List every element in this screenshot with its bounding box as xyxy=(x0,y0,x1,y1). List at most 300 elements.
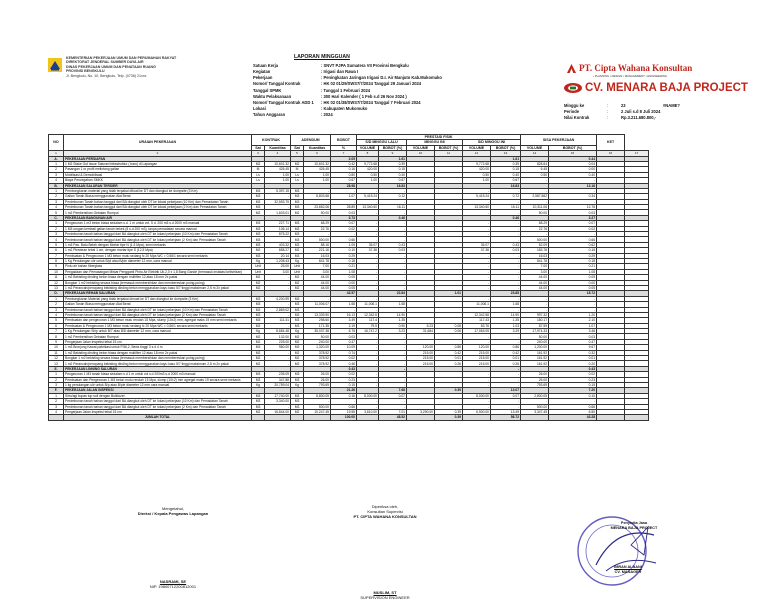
row-sat: M3 xyxy=(252,307,265,312)
row-vol-sisa: - xyxy=(521,296,549,301)
week-v: Rp.3.211.680.800,- xyxy=(621,115,657,121)
org-line: DINAS PEKERJAAN UMUM DAN PENATAAN RUANG xyxy=(66,64,156,69)
row-no: 3 xyxy=(49,382,64,387)
row-sat: Ls xyxy=(252,172,265,177)
row-vol-sisa: 87.59 xyxy=(521,323,549,328)
col-bobot-lalu: BOBOT (%) xyxy=(379,145,407,150)
row-kuantitas: 16,844.00 xyxy=(265,409,291,414)
column-number: 8 xyxy=(357,151,379,156)
row-kuantitas: 111.41 xyxy=(265,318,291,323)
row-bobot: 0.29 xyxy=(331,253,357,258)
row-uraian: 1 Kg Penulangan ulir untuk B/pl atau B/ple diameter 12 mm, cara manual xyxy=(64,258,252,263)
row-kuantitas: 5,397.15 xyxy=(265,188,291,193)
row-uraian: Pembongkaran material yang tidak terpakai dibuat ke DT dan diangkut ke dumpsite (3 Km) xyxy=(64,188,252,193)
row-sat-add: M3 xyxy=(291,226,304,231)
signature-right-line-2: MENARA BAJA PROJECT xyxy=(610,525,658,530)
row-no: 8 xyxy=(49,258,64,263)
row-vol-sisa: 180.17 xyxy=(521,318,549,323)
row-bobot-sisa: 0.29 xyxy=(549,253,597,258)
row-vol-lalu: - xyxy=(357,237,379,242)
row-uraian: PEKERJAAN REHAB SALURAN xyxy=(64,291,252,296)
contractor-logo-icon xyxy=(564,83,582,93)
row-vol-sisa: 6.45 xyxy=(521,167,549,172)
company-stamp-icon xyxy=(576,505,666,593)
row-bobot: 0.23 xyxy=(331,377,357,382)
row-sat-add: M3 xyxy=(291,237,304,242)
column-number: 12 xyxy=(463,151,491,156)
row-uraian: Galian Tanah Biasa menggunakan Alat Berat xyxy=(64,194,252,199)
row-kuantitas-add: - xyxy=(304,232,331,237)
row-kuantitas: 20,759.04 xyxy=(265,382,291,387)
row-vol-lalu: - xyxy=(357,226,379,231)
row-bobot-sisa: 0.02 xyxy=(549,372,597,377)
row-no: 6 xyxy=(49,248,64,253)
row-sat: Kg xyxy=(252,258,265,263)
row-vol-sisa: 16.03 xyxy=(521,253,549,258)
row-vol-ini: 120.00 xyxy=(407,345,435,350)
row-bobot: 10.09 xyxy=(331,345,357,350)
row-no: 9 xyxy=(49,339,64,344)
row-bobot-sd-ini: - xyxy=(491,280,521,285)
signature-right xyxy=(598,565,658,574)
total-bobot-sisa: 43.28 xyxy=(549,415,597,420)
row-bobot: - xyxy=(331,296,357,301)
row-bobot-lalu: 14.90 xyxy=(379,312,407,317)
row-vol-sd-ini: - xyxy=(463,334,491,339)
row-kuantitas: 1.00 xyxy=(265,172,291,177)
row-bobot-sd-ini: 0.86 xyxy=(491,345,521,350)
row-no: 2 xyxy=(49,377,64,382)
row-uraian: Mobilisasi & Demobilisasi xyxy=(64,172,252,177)
row-uraian: Pembuatan dan pengecoran 1 M3 beton mutu rendah 15 Mpa, slump (10±2) mm, agregat maks 19 mm semi mekanis xyxy=(64,318,252,323)
row-bobot-sisa: 0.00 xyxy=(549,280,597,285)
row-bobot-lalu: - xyxy=(379,356,407,361)
row-vol-ini: 31,684 xyxy=(407,329,435,334)
row-bobot-ini: 0.39 xyxy=(435,409,463,414)
row-uraian: 1 m2 Pembersihan Gebalan Rumput xyxy=(64,334,252,339)
row-bobot-sd-ini: 0.15 xyxy=(491,167,521,172)
row-sat-add: Unit xyxy=(291,269,304,274)
total-ket xyxy=(597,415,625,420)
row-bobot-sisa: 0.21 xyxy=(549,264,597,269)
row-kuantitas: - xyxy=(265,323,291,328)
report-header xyxy=(48,54,748,134)
row-uraian: Bongkar 1 m2 bekisting secara biasa (termasuk membersihkan dan membereskan puing-puing) xyxy=(64,280,252,285)
row-vol-sisa: 500.00 xyxy=(521,404,549,409)
row-bobot-lalu: - xyxy=(379,399,407,404)
column-number: 16 xyxy=(597,151,625,156)
row-sat: M3 xyxy=(252,199,265,204)
row-vol-sisa: 2,587,562 xyxy=(521,194,549,199)
row-uraian: Penimbunan tanah bahan tanggul dari BA diangkut oleh DT ke lokasi pekerjaan (2 Km) dan Pemadatan Tanah xyxy=(64,312,252,317)
row-sat-add: M3 xyxy=(291,205,304,210)
row-vol-ini: 215.00 xyxy=(407,361,435,366)
row-bobot-sisa: 0.05 xyxy=(549,285,597,290)
row-bobot-sisa: 0.03 xyxy=(549,334,597,339)
signature-left-title-2: Direksi / Kepala Pengawas Lapangan xyxy=(137,511,209,516)
row-sat-add: M xyxy=(291,167,304,172)
row-vol-sd-ini: 9,772.68 xyxy=(463,161,491,166)
week-label: Nilai Kontrak xyxy=(564,115,590,121)
row-vol-ini: 3,290.00 xyxy=(407,409,435,414)
row-vol-sd-ini: 8,000.00 xyxy=(463,393,491,398)
row-kuantitas: - xyxy=(265,312,291,317)
row-bobot-sd-ini: - xyxy=(491,188,521,193)
row-vol-sisa: 841.78 xyxy=(521,258,549,263)
row-kuantitas: - xyxy=(265,356,291,361)
row-bobot: 0.42 xyxy=(331,161,357,166)
row-sat-add: M2 xyxy=(291,339,304,344)
row-uraian: Bongkar 1 m2 bekisting secara biasa (termasuk membersihkan dan membereskan puing-puing) xyxy=(64,356,252,361)
row-vol-lalu: - xyxy=(357,361,379,366)
row-sat-add: M3 xyxy=(291,323,304,328)
row-uraian: 1 m2 Plesteran tebal 1 cm, dengan mortar tipe S (12,5 Mpa) xyxy=(64,248,252,253)
row-no: 3 xyxy=(49,172,64,177)
row-uraian: Penimbunan Tanah bahan tanggul dari BA diangkut oleh DT ke lokasi pekerjaan (10 Km) dan Pemadatan Tanah xyxy=(64,199,252,204)
row-no: 5 xyxy=(49,242,64,247)
row-vol-sisa: 52.09 xyxy=(521,242,549,247)
row-no: 10 xyxy=(49,345,64,350)
row-sat: M3 xyxy=(252,205,265,210)
row-sat-add: M3 xyxy=(291,404,304,409)
row-vol-sisa: 44.00 xyxy=(521,280,549,285)
row-uraian: PEKERJAAN BANGUNAN AIR xyxy=(64,215,252,220)
signature-right-title xyxy=(598,521,670,530)
row-bobot: 0.03 xyxy=(331,210,357,215)
row-bobot-lalu: 1.68 xyxy=(379,302,407,307)
row-vol-sd-ini: 12,342.58 xyxy=(463,312,491,317)
row-no: 3 xyxy=(49,199,64,204)
week-v: 23 xyxy=(621,103,626,108)
row-kuantitas-add: 88.16 xyxy=(304,242,331,247)
row-kuantitas-add: - xyxy=(304,307,331,312)
signature-right-name: IMRAN ALBANI xyxy=(614,565,642,569)
row-vol-sd-ini: - xyxy=(463,275,491,280)
row-vol-sd-ini: - xyxy=(463,280,491,285)
row-bobot-sisa: 0.23 xyxy=(549,377,597,382)
row-sat: M3 xyxy=(252,242,265,247)
row-sat: M3 xyxy=(252,404,265,409)
row-sat-add: M3 xyxy=(291,345,304,350)
row-vol-lalu: - xyxy=(357,404,379,409)
row-bobot-sd-ini: 0.42 xyxy=(491,350,521,355)
row-sat: M3 xyxy=(252,194,265,199)
row-sat-add: M3 xyxy=(291,372,304,377)
row-bobot: 0.07 xyxy=(331,221,357,226)
row-bobot-sisa: - xyxy=(549,399,597,404)
row-bobot-sisa: - xyxy=(549,199,597,204)
row-uraian: Pintu air bahan fiberglass xyxy=(64,264,252,269)
row-vol-sisa: 161.92 xyxy=(521,350,549,355)
row-bobot-sisa: 0.32 xyxy=(549,350,597,355)
row-bobot: 0.21 xyxy=(331,264,357,269)
row-bobot: 1.08 xyxy=(331,269,357,274)
col-prestasi-header: PRESTASI FISIK xyxy=(357,135,521,140)
week-sep: : xyxy=(607,103,609,108)
row-bobot-sd-ini: - xyxy=(491,221,521,226)
row-bobot-sd-ini: 0.01 xyxy=(491,356,521,361)
row-sat: M2 xyxy=(252,350,265,355)
info-value: : Irigasi dan Rawa I xyxy=(321,69,359,75)
row-vol-sisa: 240.00 xyxy=(521,339,549,344)
row-vol-sisa: 500.00 xyxy=(521,237,549,242)
column-number: 4 xyxy=(265,151,291,156)
row-bobot-sd-ini: - xyxy=(491,366,521,371)
row-no: D. xyxy=(49,291,64,296)
row-vol-sisa: 3.00 xyxy=(521,269,549,274)
row-vol-sisa: 22.76 xyxy=(521,226,549,231)
row-sat: M xyxy=(252,167,265,172)
row-sat-add: M3 xyxy=(291,194,304,199)
row-vol-lalu: 3,610.00 xyxy=(357,409,379,414)
row-uraian: Penimbunan tanah bahan tanggul dari BA diangkut oleh DT ke lokasi pekerjaan (2 Km) dan Pemadatan Tanah xyxy=(64,237,252,242)
consultant-logo-icon xyxy=(567,64,576,73)
row-vol-lalu: 420.00 xyxy=(357,167,379,172)
org-line: DIREKTORAT JENDERAL SUMBER DAYA AIR xyxy=(66,60,144,65)
row-sat-add: M2 xyxy=(291,361,304,366)
row-bobot: 0.18 xyxy=(331,258,357,263)
row-vol-sisa: 997.32 xyxy=(521,312,549,317)
row-kuantitas: 875.22 xyxy=(265,232,291,237)
row-kuantitas-add: 1.00 xyxy=(304,178,331,183)
row-bobot-lalu: 7.01 xyxy=(379,409,407,414)
row-kuantitas-add: - xyxy=(304,399,331,404)
org-line: Jl. Bengkulu, No. 10, Bengkulu, Telp. (0736) 21xxx xyxy=(66,73,147,78)
row-bobot-lalu: 0.40 xyxy=(379,172,407,177)
row-kuantitas-add: - xyxy=(304,199,331,204)
row-no: 3 xyxy=(49,232,64,237)
row-bobot-sisa: 0.10 xyxy=(549,393,597,398)
row-vol-sisa: 183.78 xyxy=(521,248,549,253)
row-no: 3 xyxy=(49,404,64,409)
row-bobot-sd-ini: - xyxy=(491,307,521,312)
total-label: JUMLAH TOTAL xyxy=(64,415,252,420)
row-kuantitas: - xyxy=(265,404,291,409)
row-bobot-sisa: 3.27 xyxy=(549,215,597,220)
row-sat-add: M3 xyxy=(291,253,304,258)
total-bobot-ini: 0.39 xyxy=(435,415,463,420)
col-kuantitas: Kuantitas xyxy=(265,145,291,150)
total-v11 xyxy=(407,415,435,420)
col-bobot-ini: BOBOT (%) xyxy=(435,145,463,150)
row-bobot-lalu: 0.67 xyxy=(379,178,407,183)
signature-right-line-1: Penyedia Jasa xyxy=(620,521,648,525)
row-bobot: 0.66 xyxy=(331,404,357,409)
row-bobot-sisa: 0.04 xyxy=(549,161,597,166)
row-bobot: 0.10 xyxy=(331,248,357,253)
row-bobot-sd-ini: - xyxy=(491,258,521,263)
row-kuantitas: 10,601.32 xyxy=(265,161,291,166)
row-vol-sisa: 793.69 xyxy=(521,382,549,387)
row-bobot-sisa: 0.16 xyxy=(549,248,597,253)
row-bobot: - xyxy=(331,307,357,312)
signature-left-title-1: Mengetahui, xyxy=(161,506,184,511)
row-vol-sd-ini: 13,340.60 xyxy=(463,205,491,210)
row-bobot-ini: 0.08 xyxy=(435,323,463,328)
row-vol-sisa: - xyxy=(521,178,549,183)
row-kuantitas: 426.45 xyxy=(265,167,291,172)
ministry-logo-icon xyxy=(48,58,62,72)
row-bobot: 19.55 xyxy=(331,409,357,414)
row-uraian: Pengecoran 1 m3 beton biasa sedalam s.d. 1 m untuk vol. 5 d. 200 m3 s.d 2000 m3 manual xyxy=(64,221,252,226)
row-uraian: Pengerjaan Jalan Inspeksi tebal 15 cm xyxy=(64,339,252,344)
info-label: Satuan Kerja xyxy=(253,63,279,68)
row-sat: M3 xyxy=(252,377,265,382)
total-k2 xyxy=(304,415,331,420)
total-k xyxy=(265,415,291,420)
info-label: Tanggal SPMK xyxy=(253,87,282,93)
row-bobot-lalu: - xyxy=(379,339,407,344)
column-number: 17 xyxy=(625,151,649,156)
row-vol-sisa: 26.00 xyxy=(521,372,549,377)
row-vol-sisa: 50.00 xyxy=(521,210,549,215)
row-bobot-ini: 0.26 xyxy=(435,361,463,366)
total-blank xyxy=(625,415,649,420)
row-no: 8 xyxy=(49,334,64,339)
row-bobot-sd-ini: - xyxy=(491,232,521,237)
row-uraian: PEKERJAAN JALAN INSPEKSI xyxy=(64,388,252,393)
row-sat: M2 xyxy=(252,339,265,344)
row-bobot-lalu: 0.15 xyxy=(379,167,407,172)
row-no: 11 xyxy=(49,275,64,280)
info-value: : SNVT PJPA Sumatera VII Provinsi Bengkulu xyxy=(321,63,409,68)
signature-middle xyxy=(330,504,440,600)
row-kuantitas: - xyxy=(265,205,291,210)
info-value: : HK 02 01/38/SWS7/7/2024 Tanggal 7 Februari 2024 xyxy=(321,99,421,105)
row-sat-add: M3 xyxy=(291,199,304,204)
row-sat-add: M2 xyxy=(291,161,304,166)
col-sisa-header: SISA PEKERJAAN xyxy=(521,135,597,146)
row-kuantitas-add: 1,320.00 xyxy=(304,345,331,350)
row-no: 1 xyxy=(49,296,64,301)
row-kuantitas-add: 378.92 xyxy=(304,350,331,355)
row-sat: M3 xyxy=(252,188,265,193)
row-vol-sd-ini: - xyxy=(463,285,491,290)
row-vol-lalu: - xyxy=(357,399,379,404)
row-vol-lalu: - xyxy=(357,232,379,237)
row-bobot: - xyxy=(331,399,357,404)
col-no-header: NO xyxy=(49,135,64,151)
row-kuantitas: 32,553.79 xyxy=(265,199,291,204)
col-vol-sisa: VOLUME xyxy=(521,145,549,150)
row-uraian: Pembuatan & Pengecoran 1 M3 beton mutu sedang fc 20 Mpa WC = 0,56/1 secara semi mekanis xyxy=(64,323,252,328)
row-bobot: - xyxy=(331,188,357,193)
row-bobot: 21.26 xyxy=(331,388,357,393)
week-label: Minggu ke xyxy=(564,103,585,108)
row-vol-sd-ini: - xyxy=(463,372,491,377)
row-vol-sd-ini: - xyxy=(463,226,491,231)
row-bobot-sd-ini: 14.90 xyxy=(491,312,521,317)
row-kuantitas: 25.00 xyxy=(265,264,291,269)
signature-mid-title-3: PT. CIPTA WAHANA KONSULTAN xyxy=(353,514,417,519)
row-vol-lalu: 5,415.24 xyxy=(357,194,379,199)
row-no: 9 xyxy=(49,264,64,269)
row-sat: M3 xyxy=(252,393,265,398)
row-bobot-sisa: 12.76 xyxy=(549,205,597,210)
row-kuantitas-add: 500.00 xyxy=(304,237,331,242)
total-no xyxy=(49,415,64,420)
col-pct: % xyxy=(331,145,357,150)
col-kontrak-header: KONTRAK xyxy=(252,135,291,146)
row-kuantitas: 227.71 xyxy=(265,221,291,226)
row-vol-sisa: 3,347.45 xyxy=(521,409,549,414)
row-sat: M2 xyxy=(252,361,265,366)
row-uraian: 1 m2 Perancah/penopang bekisting dinding beton menggunakan kayu kaso 5/7 tinggi maksimum 2,5 m 2x pakai xyxy=(64,285,252,290)
row-uraian: 1 M2 Stake Out Issue Saluran/Infrastruktur ( baru) di Lapangan xyxy=(64,161,252,166)
row-bobot-sisa: 0.40 xyxy=(549,172,597,177)
row-bobot-sd-ini: - xyxy=(491,269,521,274)
row-bobot-sd-ini: 13.49 xyxy=(491,409,521,414)
total-row xyxy=(49,415,721,420)
row-bobot-sd-ini: 16.11 xyxy=(491,205,521,210)
row-bobot-sisa: 3.46 xyxy=(549,329,597,334)
row-no: 5 xyxy=(49,318,64,323)
row-uraian: 1 m2 Bekisting dinding beton biasa dengan multiflex 12 atau 18 mm 2x pakai xyxy=(64,275,252,280)
row-vol-lalu: 12,342.6 xyxy=(357,312,379,317)
row-no: 13 xyxy=(49,361,64,366)
row-sat-add: M2 xyxy=(291,350,304,355)
row-bobot-lalu: 0.43 xyxy=(379,242,407,247)
row-uraian: 1 m3 Bronjong Kawat pabrikasi untuk P.56,2, Beda tinggi 3 s.d 4 m xyxy=(64,345,252,350)
row-sat: M3 xyxy=(252,345,265,350)
row-bobot-lalu: 0.39 xyxy=(379,161,407,166)
row-vol-sisa: 161.92 xyxy=(521,361,549,366)
row-vol-lalu: - xyxy=(357,275,379,280)
row-bobot-sisa: 0.18 xyxy=(549,258,597,263)
row-kuantitas: 4,200.99 xyxy=(265,296,291,301)
row-kuantitas-add: 26.00 xyxy=(304,377,331,382)
row-vol-sd-ini: 215.00 xyxy=(463,356,491,361)
row-sat-add: M3 xyxy=(291,221,304,226)
row-bobot: 0.16 xyxy=(331,167,357,172)
row-kuantitas: 1,208.43 xyxy=(265,258,291,263)
row-no: 11 xyxy=(49,350,64,355)
col-vol-sd-ini: VOLUME xyxy=(463,145,491,150)
row-bobot-sd-ini: 0.43 xyxy=(491,242,521,247)
row-vol-sisa: 50.00 xyxy=(521,334,549,339)
row-bobot-sisa: 13.16 xyxy=(549,183,597,188)
info-value: : Kabupaten Mukomuko xyxy=(321,106,368,112)
row-bobot-sd-ini: - xyxy=(491,285,521,290)
row-bobot-sisa: 7.20 xyxy=(549,388,597,393)
row-sat: Unit xyxy=(252,264,265,269)
row-sat-add: M2 xyxy=(291,280,304,285)
info-label: Waktu Pelaksanaan xyxy=(253,93,292,99)
row-vol-ini: 215.00 xyxy=(407,356,435,361)
row-bobot-lalu: - xyxy=(379,275,407,280)
row-bobot-lalu: - xyxy=(379,404,407,409)
row-sat-add: Unit xyxy=(291,264,304,269)
row-bobot-ini: 0.06 xyxy=(435,329,463,334)
row-uraian: 1 m2 Perancah/penopang bekisting dinding beton menggunakan kayu kaso 5/7 tinggi maksimum 2,5 m 2x pakai xyxy=(64,361,252,366)
row-bobot: 0.02 xyxy=(331,226,357,231)
row-vol-sisa: 0.50 xyxy=(521,172,549,177)
row-bobot: 0.16 xyxy=(331,393,357,398)
row-vol-sd-ini: - xyxy=(463,404,491,409)
row-vol-sisa: - xyxy=(521,199,549,204)
col-vol-ini: VOLUME xyxy=(407,145,435,150)
row-kuantitas: 225.00 xyxy=(265,339,291,344)
row-kuantitas-add: - xyxy=(304,188,331,193)
col-sd-ini-header: S/D MINGGU INI xyxy=(463,140,521,145)
row-no: 1 xyxy=(49,393,64,398)
row-sat-add: M3 xyxy=(291,318,304,323)
row-vol-sd-ini: 215.00 xyxy=(463,350,491,355)
row-kuantitas-add: 8,803.68 xyxy=(304,194,331,199)
row-bobot-lalu: - xyxy=(379,361,407,366)
row-bobot-sisa: 0.15 xyxy=(549,382,597,387)
row-bobot-sd-ini: 1.61 xyxy=(491,156,521,161)
